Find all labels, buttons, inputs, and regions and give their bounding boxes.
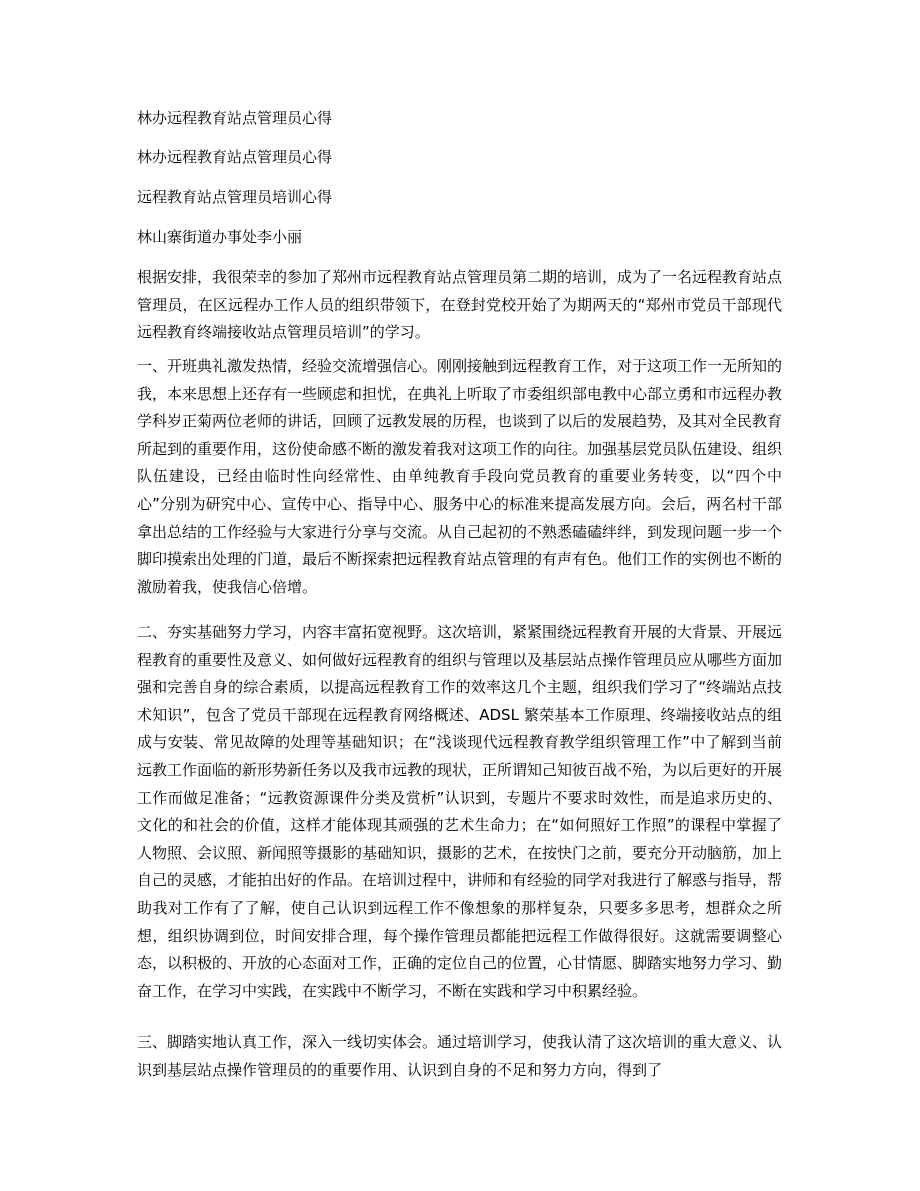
section-2-paragraph: 二、夯实基础努力学习，内容丰富拓宽视野。这次培训，紧紧围绕远程教育开展的大背景、开展远程教育的重要性及意义、如何做好远程教育的组织与管理以及基层站点操作管理员应从哪些方面加强和完善自身的综合素质，以提高远程教育工作的效率这几个主题，组织我们学习了“终端站点技术知识”，包含了党员干部现在远程教育网络概述、ADSL 繁荣基本工作原理、终端接收站点的组成与安装、常见故障的处理等基础知识；在“浅谈现代远程教育教学组织管理工作”中了解到当前远教工作面临的新形势新任务以及我市远教的现状，正所谓知己知彼百战不殆，为以后更好的开展工作而做足准备；“远教资源课件分类及赏析”认识到，专题片不要求时效性，而是追求历史的、文化的和社会的价值，这样才能体现其顽强的艺术生命力；在“如何照好工作照”的课程中掌握了人物照、会议照、新闻照等摄影的基础知识，摄影的艺术，在按快门之前，要充分开动脑筋，加上自己的灵感，才能拍出好的作品。在培训过程中，讲师和有经验的同学对我进行了解惑与指导，帮助我对工作有了了解，使自己认识到远程工作不像想象的那样复杂，只要多多思考，想群众之所想，组织协调到位，时间安排合理，每个操作管理员都能把远程工作做得很好。这就需要调整心态，以积极的、开放的心态面对工作，正确的定位自己的位置，心甘情愿、脚踏实地努力学习、勤奋工作，在学习中实践，在实践中不断学习，不断在实践和学习中积累经验。: [137, 623, 783, 1000]
section-1-paragraph: 一、开班典礼激发热情，经验交流增强信心。刚刚接触到远程教育工作，对于这项工作一无所知的我，本来思想上还存有一些顾虑和担忧，在典礼上听取了市委组织部电教中心部立勇和市远程办教学科岁正菊两位老师的讲话，回顾了远教发展的历程，也谈到了以后的发展趋势，及其对全民教育所起到的重要作用，这份使命感不断的激发着我对这项工作的向往。加强基层党员队伍建设、组织队伍建设，已经由临时性向经常性、由单纯教育手段向党员教育的重要业务转变，以“四个中心”分别为研究中心、宣传中心、指导中心、服务中心的标准来提高发展方向。会后，两名村干部拿出总结的工作经验与大家进行分享与交流。从自己起初的不熟悉磕磕绊绊，到发现问题一步一个脚印摸索出处理的门道，最后不断探索把远程教育站点管理的有声有色。他们工作的实例也不断的激励着我，使我信心倍增。: [137, 357, 783, 596]
document-title-2: 林办远程教育站点管理员心得: [137, 148, 333, 166]
document-subtitle: 远程教育站点管理员培训心得: [137, 188, 333, 206]
intro-paragraph: 根据安排，我很荣幸的参加了郑州市远程教育站点管理员第二期的培训，成为了一名远程教育站点管理员，在区远程办工作人员的组织带领下，在登封党校开始了为期两天的“郑州市党员干部现代远程教育终端接收站点管理员培训”的学习。: [137, 268, 783, 342]
section-3-paragraph: 三、脚踏实地认真工作，深入一线切实体会。通过培训学习，使我认清了这次培训的重大意义、认识到基层站点操作管理员的的重要作用、认识到自身的不足和努力方向，得到了: [137, 1033, 783, 1079]
document-title-1: 林办远程教育站点管理员心得: [137, 109, 333, 127]
author-line: 林山寨街道办事处李小丽: [137, 228, 303, 246]
